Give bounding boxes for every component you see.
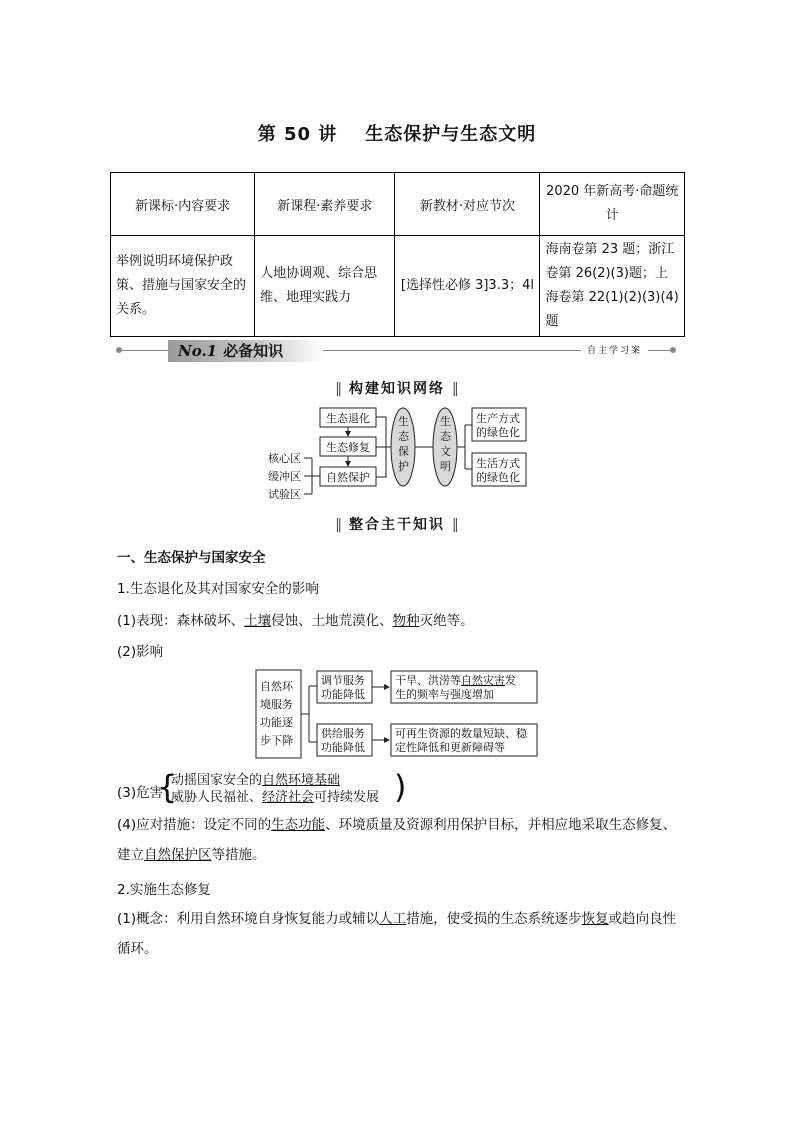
text-run: 、环境质量及资源利用保护目标，并相应地采取生态修复、 xyxy=(325,817,677,833)
box-label: 供给服务 xyxy=(321,727,365,740)
text-run: 建立 xyxy=(117,847,144,863)
text-run: (1)概念：利用自然环境自身恢复能力或辅以 xyxy=(117,911,380,927)
box-label: 境服务 xyxy=(260,698,293,711)
network-label: 缓冲区 xyxy=(268,470,301,483)
box-label: 干旱、洪涝等自然灾害发 xyxy=(395,674,516,687)
blank-answer: 经济社会 xyxy=(262,790,315,805)
table-header: 新课标·内容要求 xyxy=(111,173,255,236)
oval-char: 生 xyxy=(440,415,451,428)
section-bar xyxy=(116,340,676,362)
oval-char: 生 xyxy=(398,415,409,428)
blank-answer: 自然保护区 xyxy=(144,847,212,863)
section-tag xyxy=(168,340,323,362)
text-run: 等措施。 xyxy=(211,847,266,863)
box-label: 步下降 xyxy=(260,734,293,747)
text-run: 措施，使受损的生态系统逐步 xyxy=(406,911,582,927)
harm-line xyxy=(171,772,379,789)
harm-line xyxy=(171,789,379,806)
table-header-row xyxy=(111,173,685,236)
box-label: 生活方式 xyxy=(476,457,520,470)
table-header: 新课程·素养要求 xyxy=(255,173,395,236)
text-run: 或趋向良性循环。 xyxy=(117,911,677,957)
box-label: 生产方式 xyxy=(476,412,520,425)
box-label: 功能降低 xyxy=(321,688,365,701)
oval-char: 护 xyxy=(398,460,409,473)
blank-answer: 土壤 xyxy=(244,613,272,629)
text-run: 威胁人民福祉、 xyxy=(171,790,263,805)
text-run: 灭绝等。 xyxy=(419,613,474,629)
left-brace-icon: { xyxy=(157,768,178,806)
knowledge-network-diagram xyxy=(258,403,538,503)
box-label: 自然环 xyxy=(260,680,293,693)
box-label: 功能逐 xyxy=(260,716,293,729)
oval-char: 明 xyxy=(440,460,451,473)
box-label: 生态修复 xyxy=(326,441,370,454)
table-cell: 海南卷第 23 题；浙江卷第 26(2)(3)题；上海卷第 22(1)(2)(3)(4)题 xyxy=(540,236,685,337)
box-label: 功能降低 xyxy=(321,741,365,754)
box-label: 生的频率与强度增加 xyxy=(395,688,494,701)
box-label: 调节服务 xyxy=(321,674,365,687)
text-run: (1)表现：森林破坏、 xyxy=(117,613,245,629)
right-brace-icon: ) xyxy=(394,768,407,806)
bullet-dot-icon xyxy=(670,347,676,353)
section-number: No.1 xyxy=(178,342,218,360)
box-label: 定性降低和更新障碍等 xyxy=(395,741,505,754)
box-label: 自然保护 xyxy=(326,471,370,484)
table-cell: 举例说明环境保护政策、措施与国家安全的关系。 xyxy=(111,236,255,337)
network-label: 核心区 xyxy=(268,452,301,465)
lesson-number: 第 50 讲 xyxy=(257,124,338,145)
network-label: 试验区 xyxy=(268,488,301,501)
oval-char: 保 xyxy=(398,445,409,458)
table-header: 新教材·对应节次 xyxy=(395,173,540,236)
box-label: 可再生资源的数量短缺、稳 xyxy=(395,727,527,740)
subhead-text: 整合主干知识 xyxy=(349,517,445,533)
blank-answer: 自然环境基础 xyxy=(262,773,341,788)
blank-answer: 生态功能 xyxy=(271,817,326,833)
subhead-network: ‖ 构建知识网络 ‖ xyxy=(335,381,459,397)
oval-char: 态 xyxy=(398,430,409,443)
blank-answer: 物种 xyxy=(392,613,420,629)
heading-2: 1.生态退化及其对国家安全的影响 xyxy=(117,581,319,597)
text-run: 可持续发展 xyxy=(314,790,380,805)
bullet-dot-icon xyxy=(116,347,122,353)
page-title xyxy=(0,120,794,146)
text-run: 动摇国家安全的 xyxy=(171,773,263,788)
oval-char: 态 xyxy=(440,430,451,443)
subhead-knowledge: ‖ 整合主干知识 ‖ xyxy=(335,517,459,533)
impact-diagram xyxy=(255,668,545,763)
section-right-label: 自主学习案 xyxy=(581,343,648,356)
text-run: (4)应对措施：设定不同的 xyxy=(117,817,272,833)
paragraph-manifestation xyxy=(117,609,474,629)
paragraph-impact-label: (2)影响 xyxy=(117,644,164,660)
subhead-text: 构建知识网络 xyxy=(349,381,445,397)
oval-char: 文 xyxy=(440,445,451,458)
section-name: 必备知识 xyxy=(223,342,284,360)
blank-answer: 人工 xyxy=(379,911,407,927)
blank-answer: 恢复 xyxy=(581,911,609,927)
paragraph-measures xyxy=(117,810,687,870)
table-header: 2020 年新高考·命题统计 xyxy=(540,173,685,236)
table-cell: 人地协调观、综合思维、地理实践力 xyxy=(255,236,395,337)
table-cell: [选择性必修 3]3.3；4l xyxy=(395,236,540,337)
harm-lines xyxy=(171,772,379,806)
heading-1: 一、生态保护与国家安全 xyxy=(117,550,266,566)
table-row xyxy=(111,236,685,337)
lesson-topic: 生态保护与生态文明 xyxy=(365,124,537,145)
paragraph-concept xyxy=(117,904,687,964)
harm-label: (3)危害 xyxy=(117,785,164,801)
box-label: 生态退化 xyxy=(326,412,370,425)
box-label: 的绿色化 xyxy=(476,426,520,439)
requirements-table xyxy=(110,172,685,337)
text-run: 侵蚀、土地荒漠化、 xyxy=(271,613,393,629)
box-label: 的绿色化 xyxy=(476,471,520,484)
heading-3: 2.实施生态修复 xyxy=(117,882,211,898)
